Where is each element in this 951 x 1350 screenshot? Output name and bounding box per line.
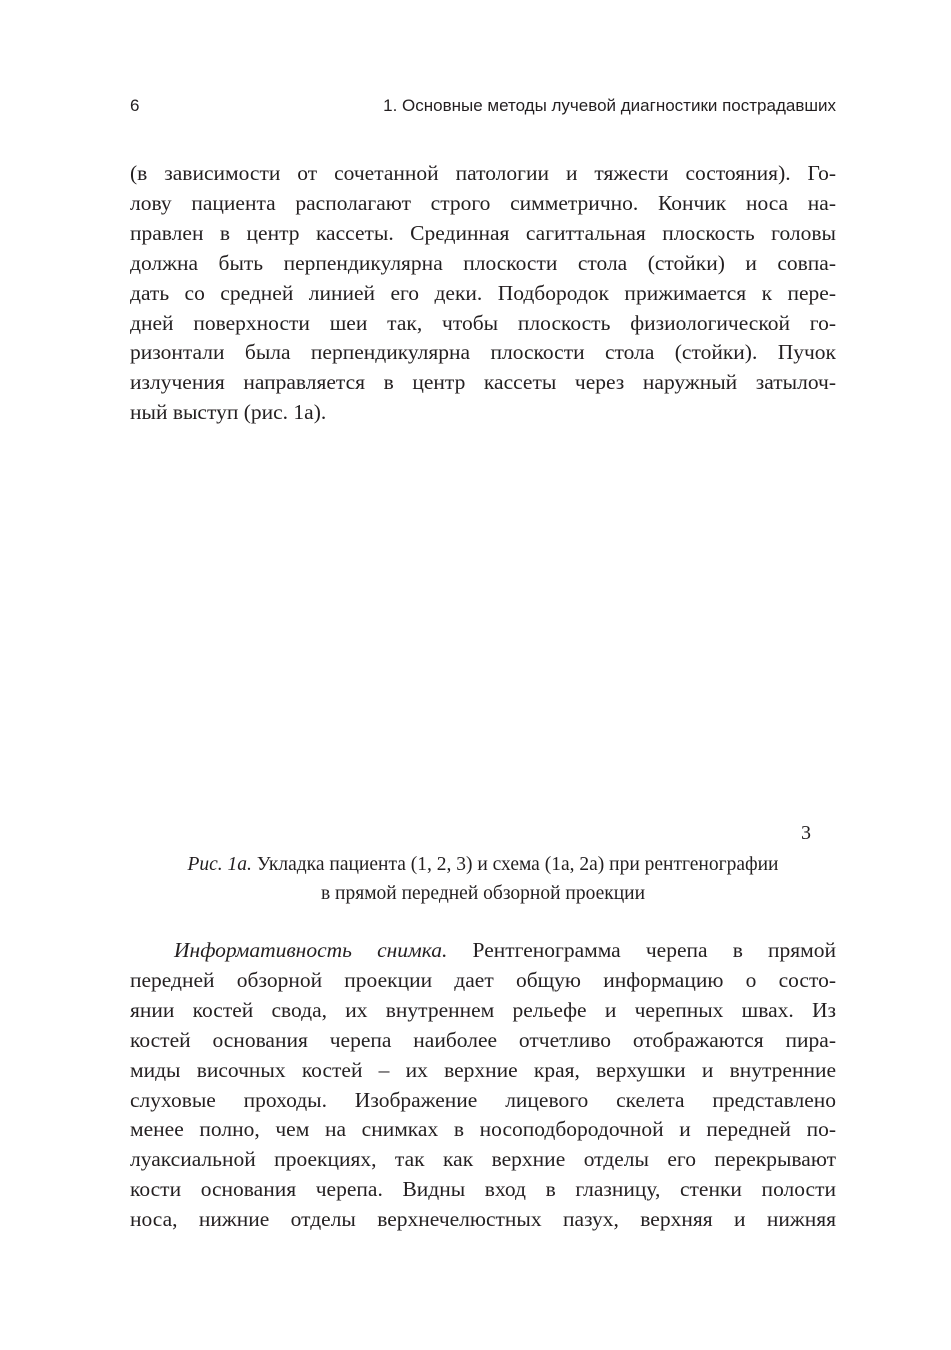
text-line (130, 936, 836, 966)
text-line: дней поверхности шеи так, чтобы плоскость физиологической го- (130, 310, 836, 335)
caption-line: в прямой передней обзорной проекции (320, 883, 646, 904)
text-line: слуховые проходы. Изображение лицевого скелета представлено (130, 1087, 836, 1112)
running-head (130, 93, 836, 119)
text-line: янии костей свода, их внутреннем рельефе и черепных швах. Из (130, 997, 836, 1022)
text-line: ризонтали была перпендикулярна плоскости стола (стойки). Пучок (130, 340, 836, 365)
figure-caption (130, 850, 836, 908)
lead-in-italic: Информативность снимка. (174, 938, 448, 962)
text-line: менее полно, чем на снимках в носоподбородочной и передней по- (130, 1117, 836, 1142)
text-line: излучения направляется в центр кассеты через наружный затылоч- (130, 370, 836, 395)
text-line: носа, нижние отделы верхнечелюстных пазух, верхняя и нижняя (130, 1207, 836, 1232)
text-line: передней обзорной проекции дает общую информацию о состо- (130, 967, 836, 992)
text-line: костей основания черепа наиболее отчетливо отображаются пира- (130, 1027, 836, 1052)
text-line: миды височных костей – их верхние края, верхушки и внутренние (130, 1057, 836, 1082)
text-line: должна быть перпендикулярна плоскости стола (стойки) и совпа- (130, 250, 836, 275)
text-line: правлен в центр кассеты. Срединная сагиттальная плоскость головы (130, 220, 836, 245)
lead-in-rest: Рентгенограмма черепа в прямой (447, 938, 836, 962)
caption-line (130, 850, 836, 879)
caption-text: Укладка пациента (1, 2, 3) и схема (1а, 2а) при рентгенографии (251, 854, 779, 875)
text-line: дать со средней линией его деки. Подбородок прижимается к пере- (130, 280, 836, 305)
text-line: лову пациента располагают строго симметрично. Кончик носа на- (130, 190, 836, 215)
figure-image-area (130, 455, 836, 815)
caption-prefix: Рис. 1а. (187, 854, 252, 875)
paragraph-positioning (130, 159, 836, 428)
text-line: (в зависимости от сочетанной патологии и тяжести состояния). Го- (130, 161, 836, 185)
text-line: луаксиальной проекциях, так как верхние отделы его перекрывают (130, 1147, 836, 1172)
chapter-title: 1. Основные методы лучевой диагностики пострадавших (383, 96, 836, 115)
page-number: 6 (130, 96, 140, 115)
figure-label: 3 (801, 822, 811, 844)
paragraph-informativeness (130, 936, 836, 1235)
text-line: ный выступ (рис. 1а). (130, 400, 327, 425)
text-line: кости основания черепа. Видны вход в глазницу, стенки полости (130, 1177, 836, 1202)
